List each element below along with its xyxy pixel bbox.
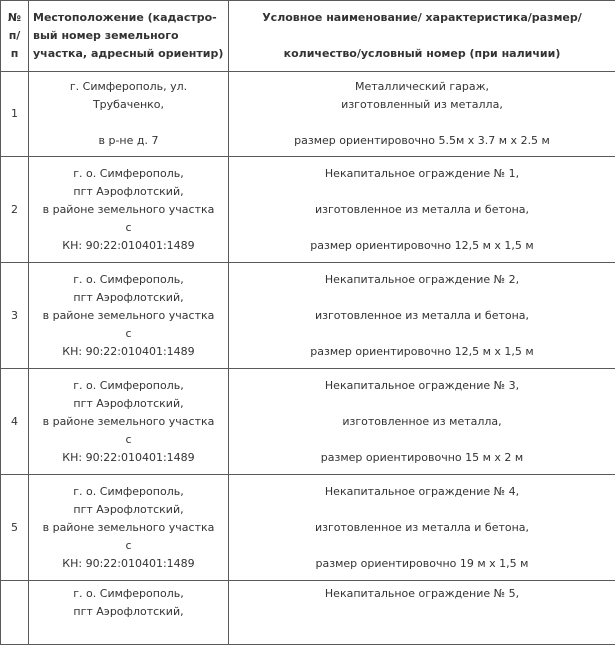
row-location	[29, 263, 229, 369]
location-line: Трубаченко,	[29, 96, 228, 114]
location-line: с	[29, 219, 228, 237]
table-row	[1, 72, 615, 157]
location-line: пгт Аэрофлотский,	[29, 395, 228, 413]
location-line: в районе земельного участка	[29, 201, 228, 219]
description-line: размер ориентировочно 5.5м х 3.7 м х 2.5 м	[229, 132, 615, 150]
row-num: 1	[1, 72, 29, 157]
description-line: размер ориентировочно 12,5 м х 1,5 м	[229, 343, 615, 361]
location-line: КН: 90:22:010401:1489	[29, 555, 228, 573]
location-line: пгт Аэрофлотский,	[29, 603, 228, 621]
header-description-line: количество/условный номер (при наличии)	[229, 45, 615, 63]
header-num-line: п/	[1, 27, 28, 45]
location-line: г. о. Симферополь,	[29, 483, 228, 501]
header-location-line: Местоположение (кадастро-	[33, 9, 228, 27]
table-row	[1, 369, 615, 475]
header-location-line: вый номер земельного	[33, 27, 228, 45]
header-num-line: №	[1, 9, 28, 27]
row-num	[1, 581, 29, 645]
row-description	[229, 157, 615, 263]
header-location	[29, 1, 229, 72]
table-row	[1, 263, 615, 369]
table-header-row	[1, 1, 615, 72]
description-line: Некапитальное ограждение № 3,	[229, 377, 615, 395]
location-line: г. о. Симферополь,	[29, 165, 228, 183]
description-line: изготовленное из металла,	[229, 413, 615, 431]
table-row	[1, 581, 615, 645]
location-line: КН: 90:22:010401:1489	[29, 449, 228, 467]
row-num: 3	[1, 263, 29, 369]
location-line: г. о. Симферополь,	[29, 377, 228, 395]
row-location	[29, 369, 229, 475]
location-line: с	[29, 431, 228, 449]
description-line: Некапитальное ограждение № 5,	[229, 585, 615, 603]
row-location	[29, 581, 229, 645]
row-num: 5	[1, 475, 29, 581]
location-line: г. о. Симферополь,	[29, 271, 228, 289]
row-description	[229, 263, 615, 369]
location-line: в районе земельного участка	[29, 413, 228, 431]
header-location-line: участка, адресный ориентир)	[33, 45, 228, 63]
header-description	[229, 1, 615, 72]
description-line: Металлический гараж,	[229, 78, 615, 96]
description-line: размер ориентировочно 12,5 м х 1,5 м	[229, 237, 615, 255]
row-location	[29, 157, 229, 263]
location-line: в районе земельного участка	[29, 307, 228, 325]
location-line: г. Симферополь, ул.	[29, 78, 228, 96]
header-num-line: п	[1, 45, 28, 63]
description-line: Некапитальное ограждение № 4,	[229, 483, 615, 501]
row-num: 4	[1, 369, 29, 475]
row-num: 2	[1, 157, 29, 263]
location-line: г. о. Симферополь,	[29, 585, 228, 603]
description-line: изготовленное из металла и бетона,	[229, 519, 615, 537]
location-line: пгт Аэрофлотский,	[29, 183, 228, 201]
location-line: с	[29, 325, 228, 343]
location-line: с	[29, 537, 228, 555]
header-num	[1, 1, 29, 72]
table-row	[1, 157, 615, 263]
location-line: в р-не д. 7	[29, 132, 228, 150]
description-line: изготовленное из металла и бетона,	[229, 307, 615, 325]
row-location	[29, 475, 229, 581]
row-description	[229, 475, 615, 581]
description-line: размер ориентировочно 15 м х 2 м	[229, 449, 615, 467]
description-line: изготовленное из металла и бетона,	[229, 201, 615, 219]
location-line: КН: 90:22:010401:1489	[29, 237, 228, 255]
row-location	[29, 72, 229, 157]
table-row	[1, 475, 615, 581]
location-line: пгт Аэрофлотский,	[29, 289, 228, 307]
description-line: изготовленный из металла,	[229, 96, 615, 114]
header-description-line: Условное наименование/ характеристика/размер/	[229, 9, 615, 27]
description-line: Некапитальное ограждение № 2,	[229, 271, 615, 289]
row-description	[229, 581, 615, 645]
location-line: КН: 90:22:010401:1489	[29, 343, 228, 361]
description-line: размер ориентировочно 19 м х 1,5 м	[229, 555, 615, 573]
location-line: пгт Аэрофлотский,	[29, 501, 228, 519]
description-line: Некапитальное ограждение № 1,	[229, 165, 615, 183]
row-description	[229, 72, 615, 157]
row-description	[229, 369, 615, 475]
location-line: в районе земельного участка	[29, 519, 228, 537]
